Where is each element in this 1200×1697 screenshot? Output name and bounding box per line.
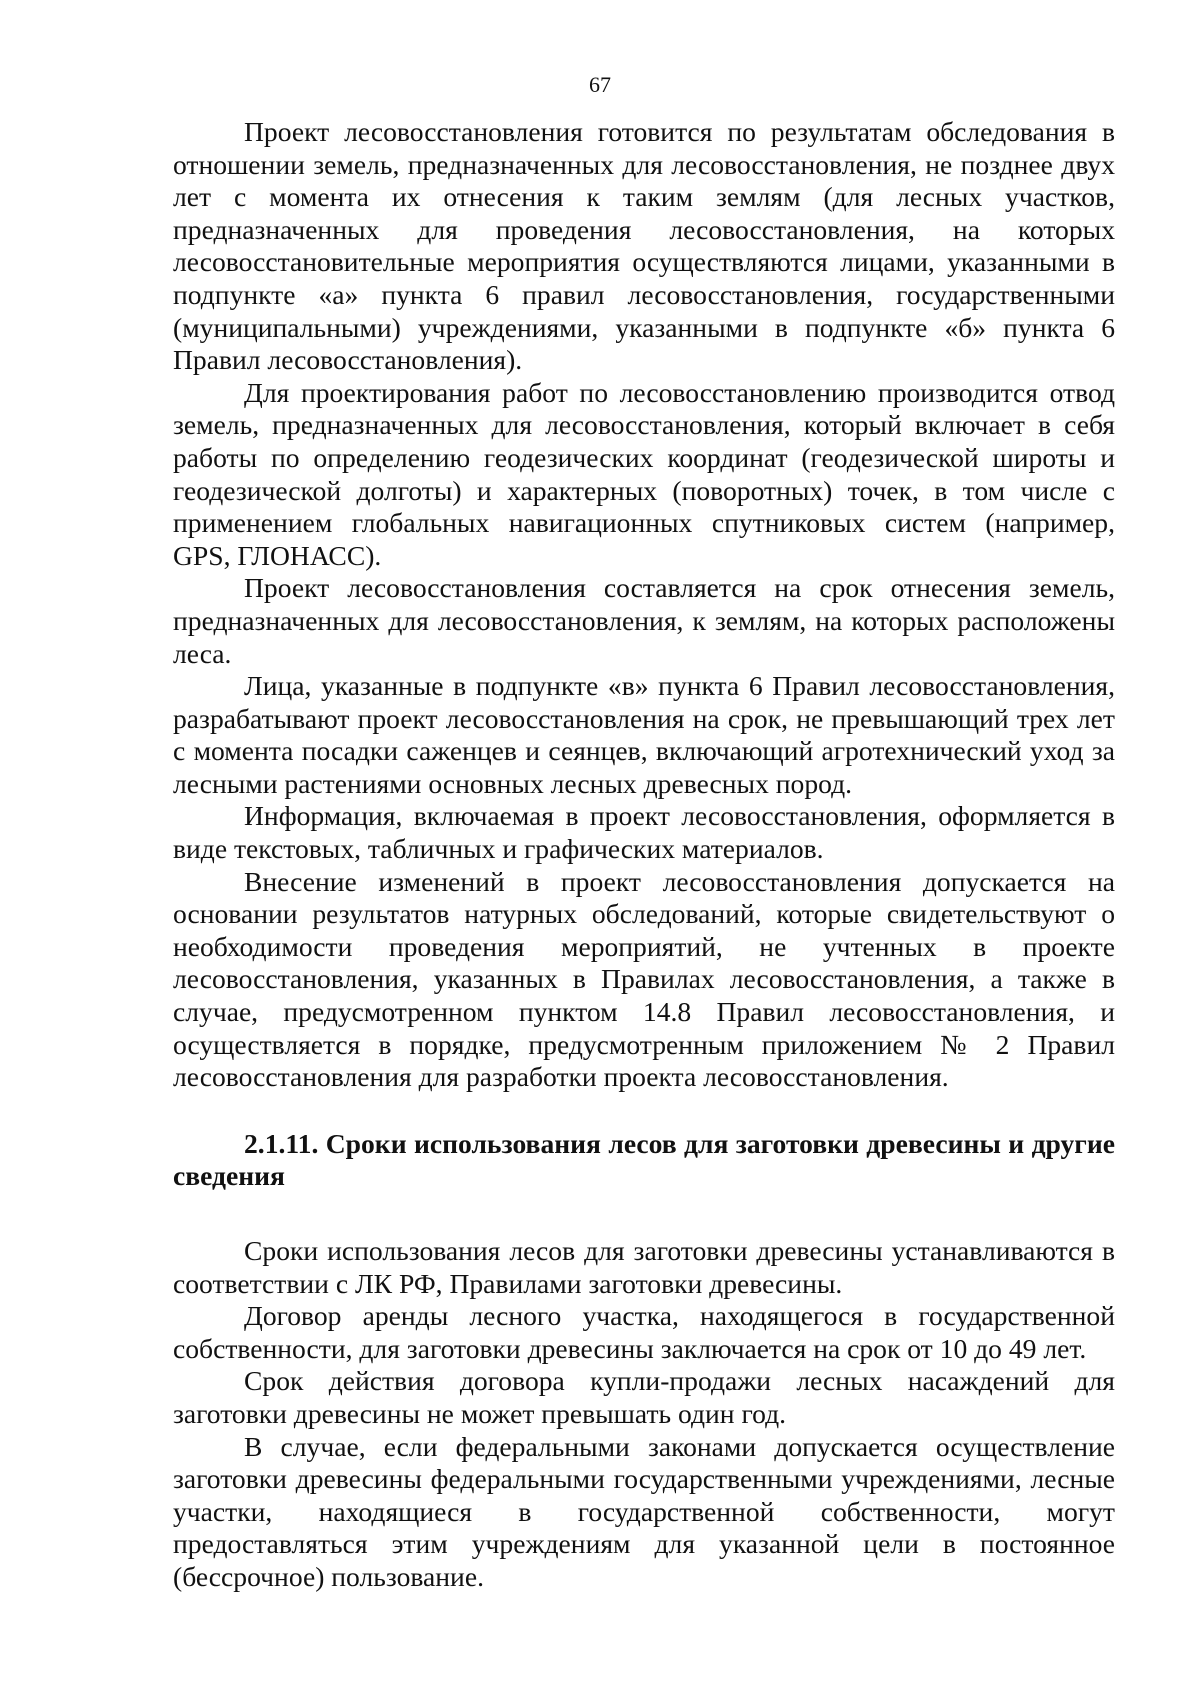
paragraph: Для проектирования работ по лесовосстановлению производится отвод земель, предназначенных для лесовосстановления, который включает в себя работы по определению геодезических координат (геодезической широты и геодезической долготы) и характерных (поворотных) точек, в том числе с применением глобальных навигационных спутниковых систем (например, GPS, ГЛОНАСС). [173,376,1115,571]
page-content [173,116,1115,1594]
page-number: 67 [589,72,611,97]
paragraph: Проект лесовосстановления готовится по результатам обследования в отношении земель, предназначенных для лесовосстановления, не позднее двух лет с момента их отнесения к таким землям (для лесных участков, предназначенных для проведения лесовосстановления, на которых лесовосстановительные мероприятия осуществляются лицами, указанными в подпункте «а» пункта 6 правил лесовосстановления, государственными (муниципальными) учреждениями, указанными в подпункте «б» пункта 6 Правил лесовосстановления). [173,116,1115,376]
paragraph: Информация, включаемая в проект лесовосстановления, оформляется в виде текстовых, табличных и графических материалов. [173,800,1115,865]
paragraph: Договор аренды лесного участка, находящегося в государственной собственности, для заготовки древесины заключается на срок от 10 до 49 лет. [173,1300,1115,1364]
paragraph: В случае, если федеральными законами допускается осуществление заготовки древесины федеральными государственными учреждениями, лесные участки, находящиеся в государственной собственности, могут предоставляться этим учреждениям для указанной цели в постоянное (бессрочное) пользование. [173,1430,1115,1592]
paragraph: Срок действия договора купли-продажи лесных насаждений для заготовки древесины не может превышать один год. [173,1365,1115,1429]
paragraph: Внесение изменений в проект лесовосстановления допускается на основании результатов натурных обследований, которые свидетельствуют о необходимости проведения мероприятий, не учтенных в проекте лесовосстановления, указанных в Правилах лесовосстановления, а также в случае, предусмотренном пунктом 14.8 Правил лесовосстановления, и осуществляется в порядке, предусмотренным приложением № 2 Правил лесовосстановления для разработки проекта лесовосстановления. [173,865,1115,1093]
section-body [173,1235,1115,1594]
paragraph: Проект лесовосстановления составляется на срок отнесения земель, предназначенных для лесовосстановления, к землям, на которых расположены леса. [173,572,1115,669]
paragraph: Лица, указанные в подпункте «в» пункта 6 Правил лесовосстановления, разрабатывают проект лесовосстановления на срок, не превышающий трех лет с момента посадки саженцев и сеянцев, включающий агротехнический уход за лесными растениями основных лесных древесных пород. [173,670,1115,799]
paragraph: Сроки использования лесов для заготовки древесины устанавливаются в соответствии с ЛК РФ, Правилами заготовки древесины. [173,1235,1115,1299]
section-heading: 2.1.11. Сроки использования лесов для заготовки древесины и другие сведения [173,1127,1115,1192]
